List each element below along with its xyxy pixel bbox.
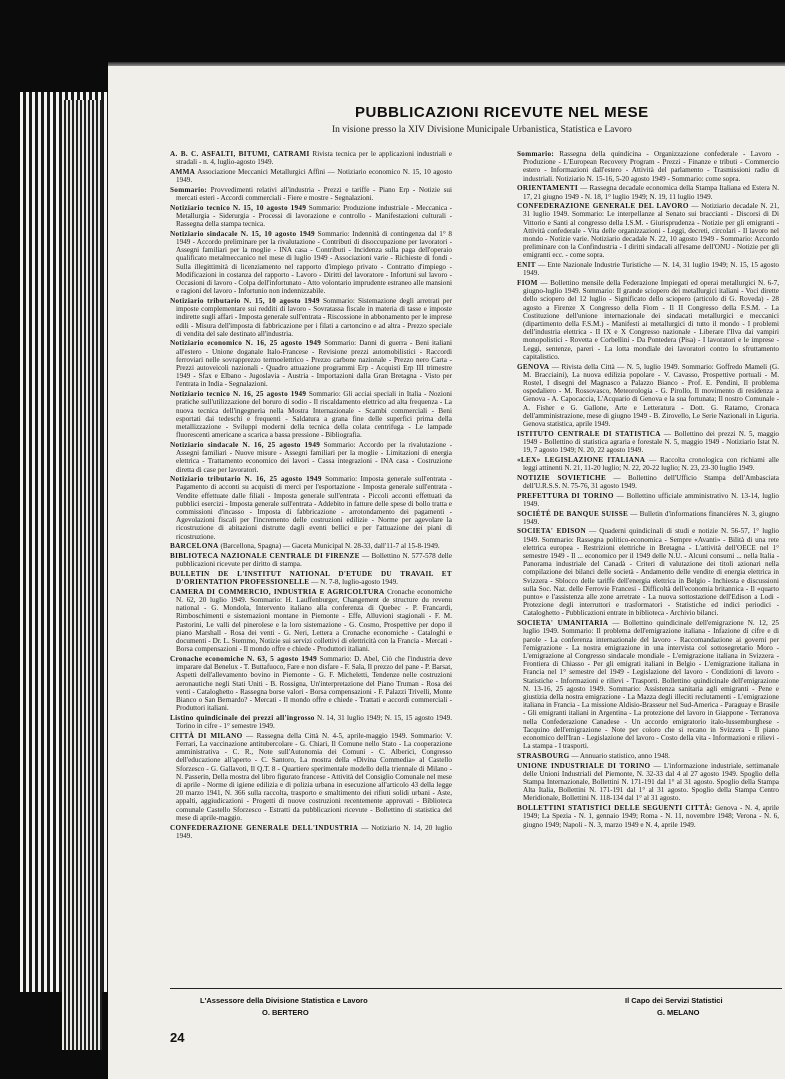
publication-name: ISTITUTO CENTRALE DI STATISTICA xyxy=(517,429,661,438)
publication-details: Provvedimenti relativi all'industria - Prezzi e tariffe - Piano Erp - Notizie sui mercati esteri - Accordi commerciali - Fiere e mostre - Segnalazioni. xyxy=(176,185,452,203)
publication-name: BIBLIOTECA NAZIONALE CENTRALE DI FIRENZE xyxy=(170,552,360,561)
publication-name: BARCELONA xyxy=(170,542,219,551)
publication-details: (Barcellona, Spagna) — Gaceta Municipal N. 28-33, dall'11-7 al 15-8-1949. xyxy=(220,542,440,551)
publication-entry xyxy=(517,492,779,508)
publication-name: NOTIZIE SOVIETICHE xyxy=(517,473,607,482)
publication-entry xyxy=(517,279,779,361)
page-title: PUBBLICAZIONI RICEVUTE NEL MESE xyxy=(355,104,649,121)
publication-details: N. 14, 31 luglio 1949; N. 15, 15 agosto 1949. Torino in cifre - 1° semestre 1949. xyxy=(176,713,452,731)
publication-entry xyxy=(170,390,452,439)
publication-name: SOCIÉTÉ DE BANQUE SUISSE xyxy=(517,509,629,518)
publication-entry xyxy=(170,732,452,822)
publication-entry xyxy=(517,363,779,429)
publication-entry xyxy=(170,204,452,229)
publication-details: Sommario: Produzione industriale - Meccanica - Metallurgia - Siderurgia - Processi di lavorazione e controllo - Manifestazioni culturali - Rassegna della stampa tecnica. xyxy=(176,203,452,229)
book-page-edges-inner xyxy=(62,100,102,1050)
publication-entry xyxy=(517,510,779,526)
publication-name: BULLETIN DE L'INSTITUT NATIONAL D'ETUDE DU TRAVAIL ET D'ORIENTATION PROFESSIONELLE xyxy=(170,569,452,587)
publication-name: Notiziario tributario N. 16, 25 agosto 1949 xyxy=(170,475,322,484)
footer-left-role: L'Assessore della Divisione Statistica e Lavoro xyxy=(200,996,368,1005)
publication-entry xyxy=(170,475,452,541)
publication-entry xyxy=(170,186,452,202)
publication-details: Sommario: Indennità di contingenza dal 1° 8 1949 - Accordo preliminare per la rivalutazione - Contributi di disoccupazione per lavoratori - Assegni familiari per la moglie - INA casa - Contributi - Incidenza sulla paga dell'operaio qualificato metalmeccanico nel mese di luglio 1949 - Associazioni varie - Richieste di fondi - Sulla illegittimità di licenziamento nel rapporto d'impiego privato - Contratto d'impiego - Modificazioni in costanza del rapporto - Lavoro - Diritti del lavoratore - Infortuni sul lavoro - Occasioni di lavoro - Colpa dell'infortunato - Atto volontario imprudente estraneo alle mansioni e ragioni del lavoro - Infortunio non indennizzabile. xyxy=(176,229,452,296)
publication-details: — Rivista della Città — N. 5, luglio 1949. Sommario: Goffredo Mameli (G. M. Bracciaini), La nuova edilizia popolare - V. Cavasso, Prospettive portuali - M. Rostel, I disegni del Magnasco a Palazzo Bianco - Prof. E. Pendini, Il problema ospedaliero - M. Rossovasco, Meteorologia - G. Pirollo, Il movimento di residenza a Genova - A. Capocaccia, L'Acquario di Genova e la sua fortunata; Il nostro Comunale - A. Fisher e G. Gallone, Arte e Letteratura - Dott. G. Ratamo, Cronaca dell'amministrazione, mese di giugno 1949 - B. Zirovello, Le Serie Nazionali in Liguria. Genova statistica, aprile 1949. xyxy=(523,362,779,428)
publication-details: Sommario: D. Abel, Ciò che l'industria deve imparare dal Benelux - T. Buttafuoco, Fare e non disfare - F. Sala, Il prezzo del pane - P. Barsat, Aspetti dell'allevamento bovino in Piemonte - G. F. Micheletti, Tendenze nelle costruzioni aeronautiche negli Stati Uniti - B. Rossigna, Un'interpretazione del Piano Truman - Rosa dei venti - Cataloghetto - Rassegna borse valori - Borsa compensazioni - F. Palazzi Trivelli, Monte Bianco o San Bernardo? - Mercati - Il mondo offre e chiede - Trattati e accordi commerciali - Produttori italiani. xyxy=(176,654,452,713)
publication-details: Cronache economiche N. 62, 20 luglio 1949. Sommario: H. Lauffenburger, Changement de structure du revenu national - G. Mondola, Intervento italiano alla conferenza di Quebec - P. Francardi, Rimboschimenti e sistemazioni montane in Piemonte - Effe, Alluvioni stagionali - F. M. Pastorini, Le valli del pinerolese e la loro sistemazione - G. Cosmo, Prospettive per dopo il piano Marshall - Rosa dei venti - G. Neri, Lettera a Cronache economiche - Cataloghi e documenti - Dr. L. Stemmo, Notizie sui servizi collettivi di elettricità con la Francia - Mercati - Borsa compensazioni - Il mondo offre e chiede - Produttori italiani. xyxy=(176,587,452,654)
publication-name: Notiziario tecnico N. 15, 10 agosto 1949 xyxy=(170,203,307,212)
footer-right-role: Il Capo dei Servizi Statistici xyxy=(625,996,723,1005)
publication-details: — Annuario statistico, anno 1948. xyxy=(571,751,670,760)
publication-entry xyxy=(517,202,779,259)
publication-details: — Rassegna decadale economica della Stampa Italiana ed Estera N. 17, 21 giugno 1949 - N. 18, 1° luglio 1949; N. 19, 11 luglio 1949. xyxy=(523,184,779,201)
publication-details: Rassegna della quindicina - Organizzazione confederale - Lavoro - Produzione - L'European Recovery Program - Prezzi - Finanze e tributi - Commercio estero - Informazioni dall'estero - Attività del parlamento - Trasmissioni radio di industriali. Notiziario N. 15-16, 5-20 agosto 1949 - Sommario: come sopra. xyxy=(523,150,779,183)
publication-name: «LEX» LEGISLAZIONE ITALIANA xyxy=(517,455,646,464)
publication-entry xyxy=(170,570,452,586)
publication-details: — Ente Nazionale Industrie Turistiche — N. 14, 31 luglio 1949; N. 15, 15 agosto 1949. xyxy=(523,261,779,278)
publication-entry xyxy=(517,261,779,277)
publication-name: SOCIETA' EDISON xyxy=(517,527,586,536)
publication-name: ORIENTAMENTI xyxy=(517,184,578,193)
publication-name: CAMERA DI COMMERCIO, INDUSTRIA E AGRICOLTURA xyxy=(170,587,385,596)
left-column xyxy=(170,150,452,980)
publication-entry xyxy=(517,150,779,183)
publication-name: UNIONE INDUSTRIALE DI TORINO xyxy=(517,761,651,770)
publication-details: — Bollettino dei prezzi N. 5, maggio 1949 - Bollettino di statistica agraria e forestale N. 5, maggio 1949 - Notiziario Istat N. 19, 7 agosto 1949; N. 20, 22 agosto 1949. xyxy=(523,429,779,455)
publication-entry xyxy=(517,752,779,760)
publication-entry xyxy=(170,150,452,166)
publication-name: A. B. C. ASFALTI, BITUMI, CATRAMI xyxy=(170,150,310,158)
publication-entry xyxy=(170,168,452,184)
publication-details: Sommario: Accordo per la rivalutazione - Assegni familiari - Nuove misure - Assegni familiari per la moglie - Limitazioni di energia elettrica - Trattamento economico dei lavori - Cassa integrazioni - INA casa - Costruzione diretta di case per lavoratori. xyxy=(176,440,452,474)
publication-entry xyxy=(517,527,779,617)
publication-entry xyxy=(170,655,452,712)
publication-details: — Notiziario decadale N. 21, 31 luglio 1949. Sommario: Le interpellanze al Senato sui braccianti - Discorsi di Di Vittorio e Santi al congresso della I.S.M. - Giurisprudenza - Notizie per gli emigranti - Attività confederale - Vita delle organizzazioni - Leggi, decreti, circolari - Il lavoro nel mondo - Notizie varie. Notiziario decadale N. 22, 10 agosto 1949 - Sommario: Accordo preliminare con la Confindustria - I diritti sindacali all'esame dell'ONU - Notizie per gli emigranti ecc. - come sopra. xyxy=(523,202,779,260)
right-column xyxy=(517,150,779,910)
publication-details: — Rassegna della Città N. 4-5, aprile-maggio 1949. Sommario: V. Ferrari, La vaccinazione antitubercolare - G. Chiari, Il Comune nello Stato - La cooperazione amministrativa - C. R., Note sull'Autonomia dei Comuni - C. Alberici, Congresso dell'educazione all'aperto - C. Santoro, La mostra della «Divina Commedia» al Castello Sforzesco - G. Gallavoti, Il Q.T. 8 - Quartiere sperimentale modello della triennale di Milano - N. Passerin, Della mostra del libro figurato francese - Attività del Consiglio Comunale nel mese di aprile - Norme di igiene edilizia e di polizia urbana in esecuzione all'articolo 43 della legge 20 marzo 1941, N. 366 sulla raccolta, trasporto e smaltimento dei rifiuti solidi urbani - Aste, appalti, aggiudicazioni - Progetti di nuove costruzioni recentemente approvati - Biblioteca comunale Castello Sforzesco - Estratti da pubblicazioni ricevute - Bollettino di statistica del mese di aprile-maggio. xyxy=(176,731,452,822)
publication-name: Listino quindicinale dei prezzi all'ingrosso xyxy=(170,713,315,722)
publication-entry xyxy=(170,542,452,550)
publication-entry xyxy=(170,441,452,474)
publication-name: AMMA xyxy=(170,167,196,176)
publication-name: Notiziario tributario N. 15, 10 agosto 1949 xyxy=(170,296,320,305)
footer-right-name: G. MELANO xyxy=(657,1008,700,1017)
publication-name: ENIT xyxy=(517,261,536,270)
publication-name: Notiziario sindacale N. 16, 25 agosto 1949 xyxy=(170,440,321,449)
publication-name: Sommario: xyxy=(170,185,208,194)
publication-name: Sommario: xyxy=(517,150,555,158)
publication-entry xyxy=(170,824,452,840)
publication-details: Sommario: Sistemazione degli arretrati per imposte complementare sui redditi di lavoro - Sovratassa fiscale in materia di tasse e imposte indirette sugli affari - Imposta generale sull'entrata - Riscossione in abbonamento per le imprese edili - Misura dell'imposta di fabbricazione per i filati a cartoncino e ad altra - Prezzo speciale di vendita del sale destinato all'industria. xyxy=(176,296,452,338)
publication-details: — Bollettino dell'Ufficio Stampa dell'Ambasciata dell'U.R.S.S. N. 75-76, 31 agosto 1949. xyxy=(523,473,779,490)
publication-entry xyxy=(517,474,779,490)
publication-entry xyxy=(170,339,452,388)
publication-details: — Bollettino mensile della Federazione Impiegati ed operai metallurgici N. 6-7, giugno-luglio 1949. Sommario: Il grande sciopero dei metallurgici italiani - Voci dirette dello sciopero del 12 luglio - Significato dello sciopero (articolo di G. Roveda) - 28 agosto a Firenze X Congresso della Fiom - Il II Congresso della F.S.M. - La Costituzione dell'unione internazionale dei sindacati metallurgici e meccanici (dipartimento della F.S.M.) - Manifesti ai metallurgici di tutto il mondo - I problemi dell'industria elettrica - II IX e X Congresso nazionale - Liberare l'Ilva dai vampiri monopolistici - Rovetta e Corbellini - Da Pontedera (Pisa) - I lavoratori e le imprese - Leggi, sentenze, pareri - La lotta mondiale dei lavoratori contro lo sfruttamento capitalistico. xyxy=(523,279,779,361)
publication-name: Notiziario sindacale N. 15, 10 agosto 1949 xyxy=(170,229,315,238)
publication-details: Rivista tecnica per le applicazioni industriali e stradali - n. 4, luglio-agosto 1949. xyxy=(176,150,452,167)
publication-details: Genova - N. 4, aprile 1949; La Spezia - N. 1, gennaio 1949; Roma - N. 11, novembre 1948; Verona - N. 6, giugno 1949; Napoli - N. 3, marzo 1949 e N. 4, aprile 1949. xyxy=(523,804,779,829)
publication-details: — Bulletin d'informations financières N. 3, giugno 1949. xyxy=(523,509,779,526)
publication-name: CITTÀ DI MILANO xyxy=(170,731,243,740)
publication-name: PREFETTURA DI TORINO xyxy=(517,491,614,500)
publication-name: CONFEDERAZIONE GENERALE DEL LAVORO xyxy=(517,202,689,211)
publication-details: — Quaderni quindicinali di studi e notizie N. 56-57, 1° luglio 1949. Sommario: Rassegna politico-economica - Sempre «Avanti» - Bilità di una rete elettrica europea - Restrizioni elettriche in Bretagna - L'attività dell'OECE nel 1° semestre 1949 - Il ... economico per il 1949 delle N.U. - Alcuni consumi ... nella Italia - Panorama industriale del Canadà - Criteri di valutazione dei titoli azionari nella compilazione dei bilanci delle società - Andamento delle vendite di energia elettrica in Svizzera - Sblocco delle tariffe dell'energia elettrica in Belgio - Inchiesta e discussioni sulla Soc. Naz. delle Ferrovie Francesi - Difficoltà dell'economia britannica - Il «quarto punto» e l'assistenza alle zone arretrate - La nuova sottostazione dell'Edison a Lodi - Protezione degli interruttori e trasformatori - Statistiche ed indici periodici - Cataloghetto - Pubblicazioni entrate in biblioteca - Archivio bilanci. xyxy=(523,527,779,618)
publication-name: FIOM xyxy=(517,279,538,288)
page-number: 24 xyxy=(170,1030,185,1045)
publication-entry xyxy=(170,297,452,338)
publication-entry xyxy=(517,804,779,829)
publication-name: SOCIETA' UMANITARIA xyxy=(517,619,609,628)
publication-name: Notiziario economico N. 16, 25 agosto 1949 xyxy=(170,339,322,348)
publication-entry xyxy=(517,184,779,200)
publication-entry xyxy=(170,714,452,730)
publication-name: Cronache economiche N. 63, 5 agosto 1949 xyxy=(170,654,317,663)
publication-entry xyxy=(517,456,779,472)
footer-left-name: O. BERTERO xyxy=(262,1008,309,1017)
publication-details: — N. 7-8, luglio-agosto 1949. xyxy=(311,578,398,587)
publication-details: — Bollettino ufficiale amministrativo N. 13-14, luglio 1949. xyxy=(523,491,779,508)
publication-entry xyxy=(517,762,779,803)
publication-entry xyxy=(517,430,779,455)
publication-details: — Bollettino N. 577-578 delle pubblicazioni ricevute per diritto di stampa. xyxy=(176,552,452,569)
page-subtitle: In visione presso la XIV Divisione Municipale Urbanistica, Statistica e Lavoro xyxy=(332,125,632,135)
publication-details: — L'informazione industriale, settimanale delle Unioni Industriali del Piemonte, N. 32-33 dal 4 al 27 agosto 1949. Spoglio della Stampa Internazionale, Bollettini N. 171-191 dal 1° al 31 agosto. Spoglio della Stampa Alta Italia, Bollettini N. 171-191 dal 1° al 31 agosto. Spoglio della Stampa Centro Meridionale, Bollettini N. 118-134 dal 1° al 31 agosto. xyxy=(523,761,779,803)
publication-name: STRASBOURG xyxy=(517,751,570,760)
publication-details: — Bollettino quindicinale dell'emigrazione N. 12, 25 luglio 1949. Sommario: Il problema dell'emigrazione italiana - Infazione di cifre e di parole - La conferenza internazionale del lavoro - Raccomandazione ai governi per l'emigrazione - La nostra emigrazione in una intervista col sottosegretario Moro - L'emigrazione al Congresso sindacale mondiale - L'emigrazione italiana in Svizzera - Frontiera di Chiasso - Per gli emigrati italiani in Belgio - L'emigrazione italiana in Francia nel 1° semestre del 1949 - Legislazione del lavoro - Condizioni di lavoro - Statistiche - Informazioni e rilievi - Trasporti. Bollettino quindicinale dell'emigrazione N. 13-16, 25 agosto 1949. Sommario: Assistenza sanitaria agli emigranti - Pene e giustizia della nostra emigrazione - La Mazza degli illeciti reclutamenti - L'emigrazione italiana in Francia - La missione Aldisio-Brasseur nel Sud-America - Paraguay e Brasile - Gli emigranti italiani in Argentina - La protezione del lavoro in Giappone - Terranova nella Confederazione Canadese - Un accordo emigratorio italo-lussemburghese - Tacquino dell'emigrazione - Note per coloro che si recano in Svizzera - Il piano economico dell'Iran - Legislazione del lavoro - Costo della vita - Informazioni e rilievi - La stampa - I trasporti. xyxy=(523,619,779,751)
publication-name: CONFEDERAZIONE GENERALE DELL'INDUSTRIA xyxy=(170,823,359,832)
publication-details: Sommario: Gli acciai speciali in Italia - Nozioni pratiche sull'utilizzazione del boruro di sodio - Il riscaldamento elettrico ad alta frequenza - La nuova tecnica dell'ingegneria nella Mostra Internazionale - Scambi commerciali - Beni esportati dai tedeschi e frequenti - Saldatura a grana fine delle superfici prima della metallizzazione - Sviluppi moderni della tecnica della colata centrifuga - Le lampade fluorescenti americane a scarica a bassa pressione - Bibliografia. xyxy=(176,390,452,440)
footer-divider xyxy=(170,988,782,989)
publication-details: — Notiziario N. 14, 20 luglio 1949. xyxy=(176,823,452,840)
publication-name: BOLLETTINI STATISTICI DELLE SEGUENTI CITTÀ: xyxy=(517,804,713,813)
publication-name: GENOVA xyxy=(517,362,550,371)
publication-details: Associazione Meccanici Metallurgici Affini — Notiziario economico N. 15, 10 agosto 1949. xyxy=(176,167,452,185)
publication-entry xyxy=(170,552,452,568)
publication-details: — Raccolta cronologica con richiami alle leggi attinenti N. 21, 11-20 luglio; N. 22, 20-22 luglio; N. 23, 23-30 luglio 1949. xyxy=(523,455,779,473)
publication-name: Notiziario tecnico N. 16, 25 agosto 1949 xyxy=(170,390,307,399)
publication-entry xyxy=(170,588,452,654)
publication-details: Sommario: Imposta generale sull'entrata - Pagamento di acconti su acquisti di merci per l'esportazione - Imposta generale sull'entrata - Vendite effettuate dalle filiali - Imposta generale sull'entrata - Piccoli acconti effettuati da pubblici esercizi - Imposta generale sull'entrata - Addebito in fatture delle spese di bollo tratta e commissioni d'incasso - Imposta di fabbricazione - arrotondamento dei pagamenti - Agevolazioni fiscali per l'incremento delle costruzioni edilizie - Norme per agevolare la ricostruzione di abitazioni distrutte dagli eventi bellici e per l'attuazione dei piani di ricostruzione. xyxy=(176,475,452,541)
publication-entry xyxy=(517,619,779,750)
publication-entry xyxy=(170,230,452,296)
publication-details: Sommario: Danni di guerra - Beni italiani all'estero - Unione doganale Italo-Francese - Revisione prezzi automobilistici - Raccordi ferroviari nelle sovrapprezzo termoelettrico - Prezzo carbone nazionale - Prezzo nero Carta - Prezzi autoveicoli nazionali - Quadro attuazione programmi Erp - Acquisti Erp III trimestre 1949 - Sfax e Elbano - Jugoslavia - Austria - Importazioni dalla Gran Bretagna - Visto per l'entrata in India - Segnalazioni. xyxy=(176,339,452,389)
